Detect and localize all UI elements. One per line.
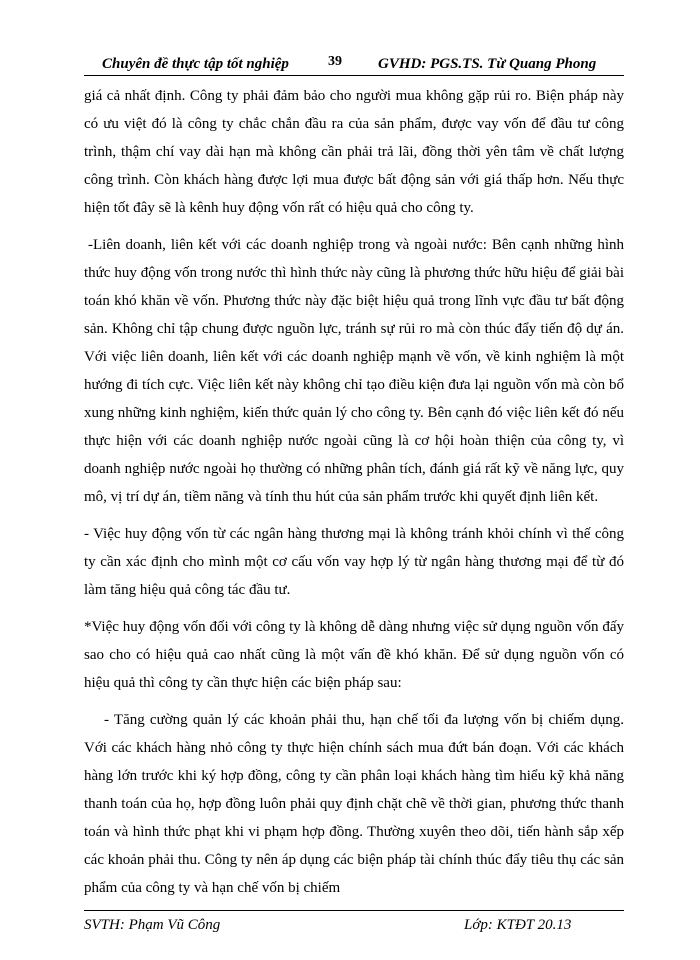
page-footer — [84, 910, 624, 936]
paragraph-joint-venture: -Liên doanh, liên kết với các doanh nghiệp trong và ngoài nước: Bên cạnh những hình thức huy động vốn trong nước thì hình thức này cũng là phương thức hữu hiệu để giải bài toán khó khăn về vốn. Phương thức này đặc biệt hiệu quả trong lĩnh vực đầu tư bất động sản. Không chỉ tập chung được nguồn lực, tránh sự rủi ro mà còn thúc đẩy tiến độ dự án. Với việc liên doanh, liên kết với các doanh nghiệp mạnh về vốn, về kinh nghiệm là một hướng đi tích cực. Việc liên kết này không chỉ tạo điều kiện đưa lại nguồn vốn mà còn bổ xung những kinh nghiệm, kiến thức quản lý cho công ty. Bên cạnh đó việc liên kết đó nếu thực hiện với các doanh nghiệp nước ngoài cũng là cơ hội hoàn thiện của công ty, vì doanh nghiệp nước ngoài họ thường có những phân tích, đánh giá rất kỹ về năng lực, quy mô, vị trí dự án, tiềm năng và tính thu hút của sản phẩm trước khi quyết định liên kết. — [84, 237, 624, 505]
footer-rule — [84, 910, 624, 911]
footer-student: SVTH: Phạm Vũ Công — [84, 917, 221, 933]
page-header — [84, 54, 624, 76]
header-advisor: GVHD: PGS.TS. Từ Quang Phong — [378, 56, 597, 72]
paragraph-continuation: giá cả nhất định. Công ty phải đảm bảo cho người mua không gặp rủi ro. Biện pháp này có ưu việt đó là công ty chắc chắn đầu ra của sản phẩm, được vay vốn để đầu tư công trình, thậm chí vay dài hạn mà không cần phải trả lãi, đồng thời yên tâm về chất lượng công trình. Còn khách hàng được lợi mua được bất động sản với giá thấp hơn. Nếu thực hiện tốt đây sẽ là kênh huy động vốn rất có hiệu quả cho công ty. — [84, 88, 624, 216]
header-title: Chuyên đề thực tập tốt nghiệp — [102, 56, 289, 72]
page-number: 39 — [328, 54, 342, 69]
paragraph-commercial-banks: - Việc huy động vốn từ các ngân hàng thương mại là không tránh khỏi chính vì thế công ty cần xác định cho mình một cơ cấu vốn vay hợp lý từ ngân hàng thương mại để từ đó làm tăng hiệu quả công tác đầu tư. — [84, 526, 624, 598]
header-rule — [84, 75, 624, 76]
footer-class: Lớp: KTĐT 20.13 — [464, 917, 572, 933]
paragraph-capital-usage: *Việc huy động vốn đối với công ty là không dễ dàng nhưng việc sử dụng nguồn vốn đấy sao cho có hiệu quả cao nhất cũng là một vấn đề khó khăn. Để sử dụng nguồn vốn có hiệu quả thì công ty cần thực hiện các biện pháp sau: — [84, 619, 624, 691]
paragraph-receivables: - Tăng cường quản lý các khoản phải thu, hạn chế tối đa lượng vốn bị chiếm dụng. Với các khách hàng nhỏ công ty thực hiện chính sách mua đứt bán đoạn. Với các khách hàng lớn trước khi ký hợp đồng, công ty cần phân loại khách hàng tìm hiểu kỹ khả năng thanh toán của họ, hợp đồng luôn phải quy định chặt chẽ về thời gian, phương thức thanh toán và hình thức phạt khi vi phạm hợp đồng. Thường xuyên theo dõi, tiến hành sắp xếp các khoản phải thu. Công ty nên áp dụng các biện pháp tài chính thúc đẩy tiêu thụ các sản phẩm của công ty và hạn chế vốn bị chiếm — [84, 712, 624, 896]
document-body — [84, 82, 624, 911]
